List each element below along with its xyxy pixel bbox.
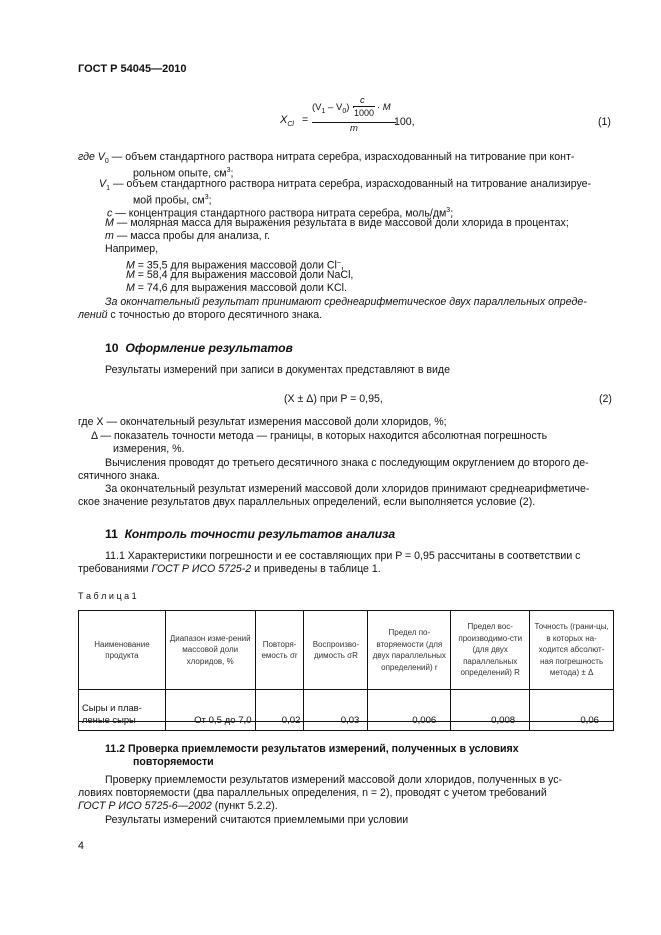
def-x: где X — окончательный результат измерения массовой доли хлоридов, %;	[78, 416, 447, 428]
section-10-intro: Результаты измерений при записи в документах представляют в виде	[105, 364, 451, 376]
def-c: c — концентрация стандартного раствора нитрата серебра, моль/$дм^3$;	[107, 207, 454, 220]
table-header-accuracy: Точность (грани-цы, в которых на-ходится абсолют-ная погрешность метода) ± Δ	[530, 611, 614, 690]
final-10-line2: ское значение результатов двух параллельных определений, если выполняется условие (2).	[78, 496, 536, 508]
final-result-line1: За окончательный результат принимают среднеарифметическое двух параллельных опреде-	[105, 296, 587, 308]
formula-2-number: (2)	[599, 393, 612, 405]
def-v0-line1: где $V_0$ — объем стандартного раствора нитрата серебра, израсходованный на титрование при конт-	[78, 151, 575, 166]
example-cl: M = 35,5 для выражения массовой доли Cl–,	[126, 259, 344, 272]
section-11-2-p4: Результаты измерений считаются приемлемыми при условии	[105, 814, 409, 826]
calc-line1: Вычисления проводят до третьего десятичного знака с последующим округлением до второго де-	[105, 457, 589, 469]
section-11-2-title-line2: повторяемости	[133, 756, 214, 768]
table-header-row	[79, 611, 614, 690]
table-header-repeatability-limit: Предел по-вторяемости (для двух параллельных определений) r	[368, 611, 451, 690]
formula-multiplier: 100,	[394, 116, 415, 128]
table-cell-product: Сыры и плав-леные сыры	[79, 690, 166, 731]
section-11-p1: 11.1 Характеристики погрешности и ее составляющих при P = 0,95 рассчитаны в соответствии с	[105, 550, 581, 562]
section-10-heading: 10 Оформление результатов	[105, 341, 293, 355]
final-10-line1: За окончательный результат измерений массовой доли хлоридов принимают среднеарифметиче-	[105, 483, 590, 495]
formula-1	[280, 94, 620, 138]
document-code: ГОСТ Р 54045—2010	[78, 63, 187, 75]
formula-1000: 1000	[354, 108, 375, 118]
formula-equals: =	[302, 114, 309, 126]
section-11-2-p1: Проверку приемлемости результатов измерений массовой доли хлоридов, полученных в ус-	[105, 774, 563, 786]
table-header-reproducibility: Воспроизво-димость σR	[304, 611, 368, 690]
table-row	[79, 690, 614, 731]
final-result-line2: лений с точностью до второго десятичного знака.	[78, 309, 323, 321]
formula-M: · M	[377, 102, 391, 113]
def-v1-line1: $V_1$ — объем стандартного раствора нитрата серебра, израсходованный на титрование анализируе-	[99, 178, 592, 193]
formula-lhs: $X_{Cl}$	[280, 114, 294, 129]
table-cell-range: От 0,5 до 7,0	[165, 690, 255, 731]
section-11-2-title-line1: 11.2 Проверка приемлемости результатов измерений, полученных в условиях	[105, 743, 519, 755]
table-cell-reproducibility: 0,03	[304, 690, 368, 731]
table-header-reproducibility-limit: Предел вос-производимо-сти (для двух параллельных определений) R	[451, 611, 530, 690]
section-11-p2: требованиями ГОСТ Р ИСО 5725-2 и приведены в таблице 1.	[78, 563, 381, 575]
table-header-repeatability: Повторя-емость σr	[255, 611, 304, 690]
def-v0-line2: рольном опыте, $см^3$;	[133, 167, 234, 180]
def-delta-line1: Δ — показатель точности метода — границы, в которых находится абсолютная погрешность	[91, 430, 548, 442]
def-m: m — масса пробы для анализа, г.	[105, 230, 270, 242]
def-v1-line2: мой пробы, $см^3$;	[133, 194, 212, 207]
table-1	[78, 610, 614, 731]
def-delta-line2: измерения, %.	[113, 443, 185, 455]
table-bottom-rule	[78, 721, 614, 722]
table-cell-repeatability: 0,02	[255, 690, 304, 731]
formula-numerator: $(V_1 - V_0)$ ·	[312, 102, 356, 115]
section-11-2-p3: ГОСТ Р ИСО 5725-6—2002 (пункт 5.2.2).	[78, 800, 278, 812]
formula-c: c	[360, 95, 365, 106]
section-11-2-p2: ловиях повторяемости (два параллельных определения, n = 2), проводят с учетом требований	[78, 787, 547, 799]
formula-2: (X ± Δ) при P = 0,95,	[284, 393, 383, 405]
formula-denominator: m	[350, 123, 358, 134]
table-caption: Т а б л и ц а 1	[78, 591, 137, 601]
formula-number: (1)	[598, 116, 611, 128]
calc-line2: сятичного знака.	[78, 470, 160, 482]
def-M: M — молярная масса для выражения результата в виде массовой доли хлорида в процентах;	[105, 217, 569, 229]
table-cell-R: 0,008	[451, 690, 530, 731]
example-kcl: M = 74,6 для выражения массовой доли KCl.	[126, 282, 347, 294]
table-cell-r: 0,006	[368, 690, 451, 731]
example-nacl: M = 58,4 для выражения массовой доли NaCl,	[126, 269, 354, 281]
page-number: 4	[78, 840, 84, 852]
table-cell-delta: 0,06	[530, 690, 614, 731]
section-11-heading: 11 Контроль точности результатов анализа	[105, 527, 396, 541]
table-header-product: Наименование продукта	[79, 611, 166, 690]
table-header-range: Диапазон изме-рений массовой доли хлоридов, %	[165, 611, 255, 690]
example-label: Например,	[105, 243, 159, 255]
